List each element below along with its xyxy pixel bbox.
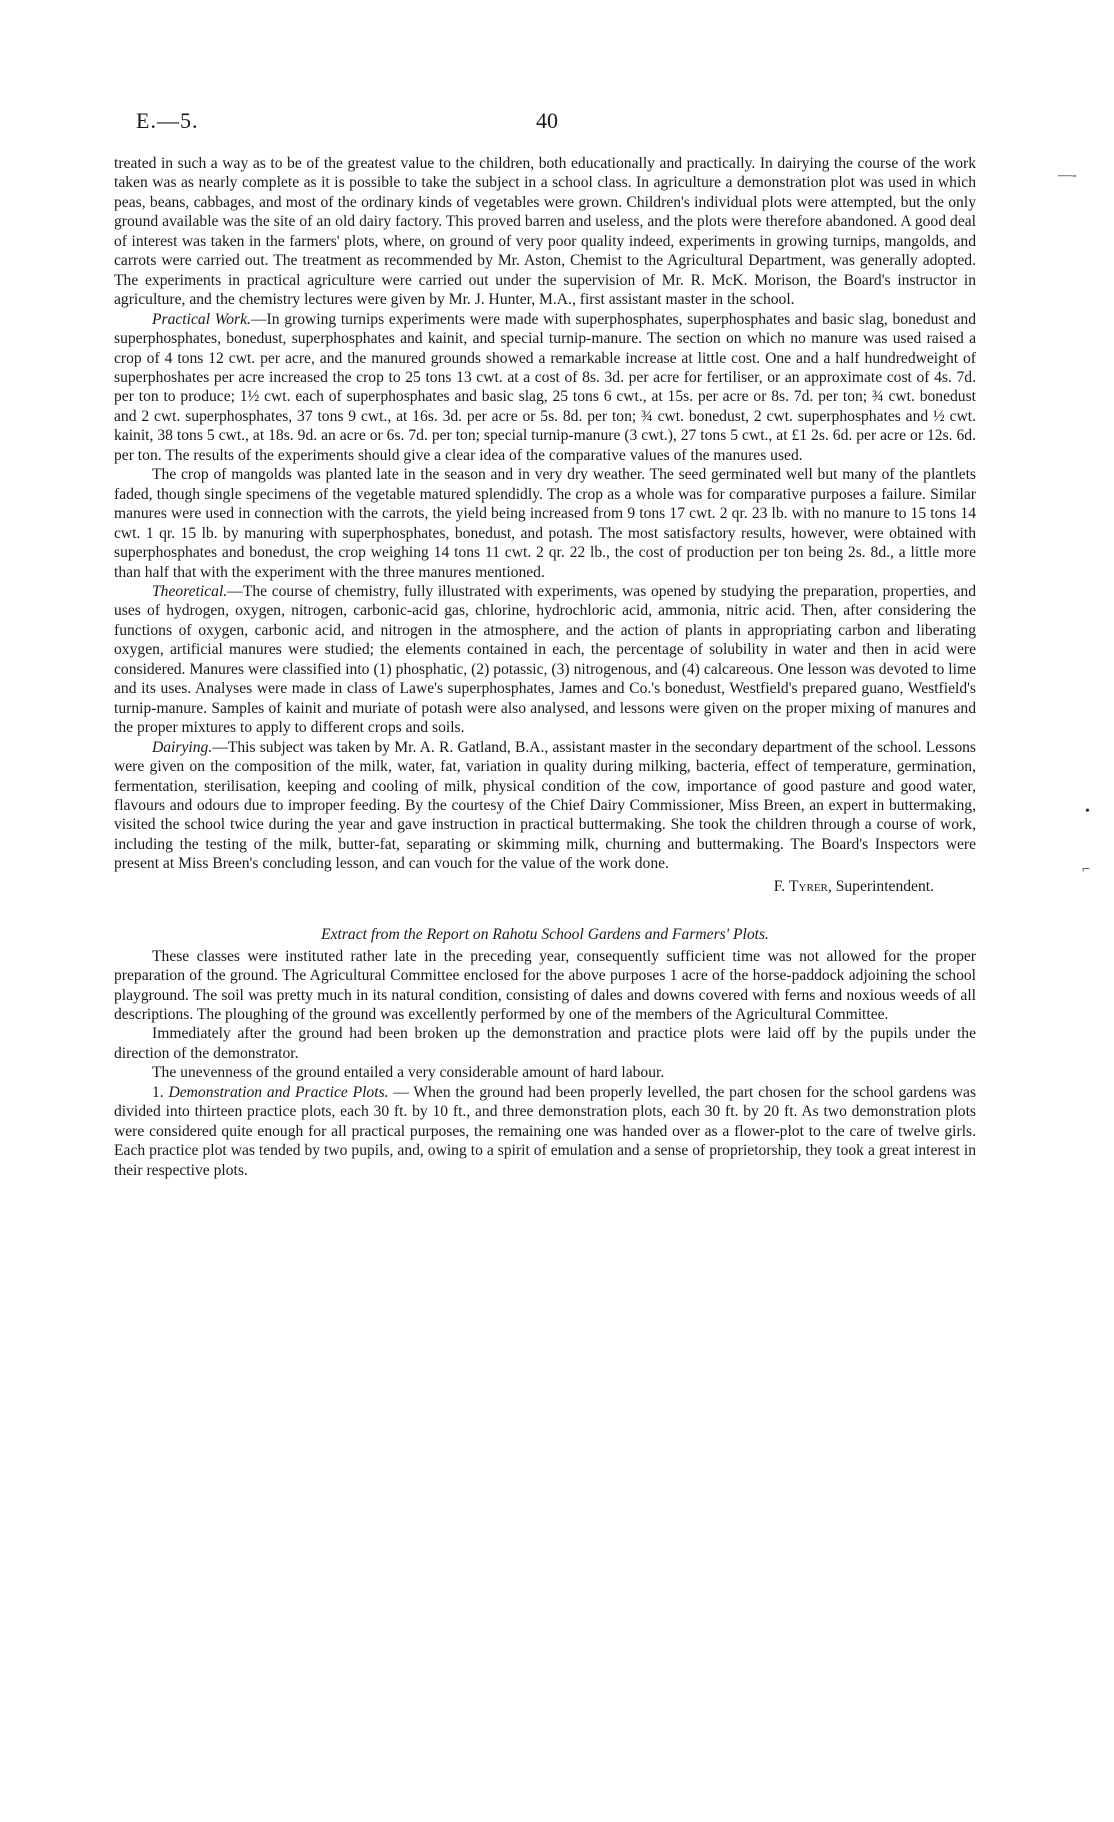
report-code: E.—5. [136,108,199,133]
section-heading: Demonstration and Practice Plots. [168,1083,389,1101]
signature-initial: F. [773,877,790,895]
section-heading: Dairying. [152,738,213,756]
signature-name: Tyrer [789,877,828,895]
paragraph-text: —In growing turnips experiments were made with superphosphates, superphosphates and basic slag, bonedust and superphosphates, bonedust, superphosphates and kainit, and special turnip-manure. The section on which no manure was used raised a crop of 4 tons 12 cwt. per acre, and the manured grounds showed a remarkable increase at little cost. One and a half hundredweight of superphoshates per acre increased the crop to 25 tons 13 cwt. at a cost of 8s. 3d. per acre for fertiliser, or an approximate cost of 4s. 7d. per ton to produce; 1½ cwt. each of superphosphates and basic slag, 25 tons 6 cwt., at 15s. per acre or 8s. 7d. per ton; ¾ cwt. bonedust and 2 cwt. superphosphates, 37 tons 9 cwt., at 16s. 3d. per acre or 5s. 8d. per ton; ¾ cwt. bonedust, 2 cwt. superphosphates and ½ cwt. kainit, 38 tons 5 cwt., at 18s. 9d. an acre or 6s. 7d. per ton; special turnip-manure (3 cwt.), 27 tons 5 cwt., at £1 2s. 6d. per acre or 12s. 6d. per ton. The results of the experiments should give a clear idea of the comparative values of the manures used. [114,310,976,464]
paragraph: The crop of mangolds was planted late in the season and in very dry weather. The seed germinated well but many of the plantlets faded, though single specimens of the vegetable matured splendidly. The crop as a whole was for comparative purposes a failure. Similar manures were used in connection with the carrots, the yield being increased from 9 tons 17 cwt. 2 qr. 23 lb. with no manure to 15 tons 14 cwt. 1 qr. 15 lb. by manuring with superphosphates, bonedust, and potash. The most satisfactory results, however, were obtained with superphosphates and bonedust, the crop weighing 14 tons 11 cwt. 2 qr. 22 lb., the cost of production per ton being 2s. 8d., a little more than half that with the experiment with the three manures mentioned. [114,466,976,581]
section-heading: Practical Work. [152,310,251,328]
extract-title: Extract from the Report on Rahotu School Gardens and Farmers' Plots. [321,926,769,944]
paragraph-theoretical [114,582,976,738]
paragraph: treated in such a way as to be of the greatest value to the children, both educationally and practically. In dairying the course of the work taken was as nearly complete as it is possible to take the subject in a school class. In agriculture a demonstration plot was used in which peas, beans, cabbages, and most of the ordinary kinds of vegetables were grown. Children's individual plots were attempted, but the only ground available was the site of an old dairy factory. This proved barren and useless, and the plots were therefore abandoned. A good deal of interest was taken in the farmers' plots, where, on ground of very poor quality indeed, experiments in growing turnips, mangolds, and carrots were carried out. The treatment as recommended by Mr. Aston, Chemist to the Agricultural Department, was generally adopted. The experiments in practical agriculture were carried out under the supervision of Mr. R. McK. Morison, the Board's instructor in agriculture, and the chemistry lectures were given by Mr. J. Hunter, M.A., first assistant master in the school. [114,155,976,309]
paragraph-text: — When the ground had been properly levelled, the part chosen for the school gardens was divided into thirteen practice plots, each 30 ft. by 10 ft., and three demonstration plots, each 30 ft. by 20 ft. As two demonstration plots were considered quite enough for all practical purposes, the remaining one was handed over as a flower-plot to the care of twelve girls. Each practice plot was tended by two pupils, and, owing to a spirit of emulation and a sense of proprietorship, they took a great interest in their respective plots. [114,1083,977,1179]
paragraph: Immediately after the ground had been broken up the demonstration and practice plots were laid off by the pupils under the direction of the demonstrator. [114,1025,976,1062]
paragraph: The unevenness of the ground entailed a very considerable amount of hard labour. [152,1064,665,1082]
paragraph-text: —This subject was taken by Mr. A. R. Gatland, B.A., assistant master in the secondary department of the school. Lessons were given on the composition of the milk, water, fat, variation in quality during milking, bacteria, effect of temperature, germination, fermentation, sterilisation, keeping and cooling of milk, physical condition of the cow, importance of good pasture and good water, flavours and odours due to improper feeding. By the courtesy of the Chief Dairy Commissioner, Miss Breen, an expert in buttermaking, visited the school twice during the year and gave instruction in practical buttermaking. She took the children through a course of work, including the testing of the milk, butter-fat, separating or skimming milk, churning and buttermaking. The Board's Inspectors were present at Miss Breen's concluding lesson, and can vouch for the value of the work done. [114,738,976,873]
report-body [114,154,976,1180]
page-number: 40 [536,108,558,133]
item-number: 1. [152,1083,169,1101]
paragraph-dairying [114,738,976,874]
signature [114,877,976,896]
margin-mark: • [1085,804,1090,819]
margin-mark: ⌐ [1082,862,1090,877]
paragraph-practical-work [114,310,976,466]
page-header [136,108,936,138]
paragraph-text: —The course of chemistry, fully illustrated with experiments, was opened by studying the preparation, properties, and uses of hydrogen, oxygen, nitrogen, carbonic-acid gas, chlorine, hydrochloric acid, ammonia, nitric acid. Then, after considering the functions of oxygen, carbonic acid, and nitrogen in the atmosphere, and the action of plants in appropriating carbon and liberating oxygen, artificial manures were studied; the elements contained in each, the percentage of solubility in water and then in acid were considered. Manures were classified into (1) phosphatic, (2) potassic, (3) nitrogenous, and (4) calcareous. One lesson was devoted to lime and its uses. Analyses were made in class of Lawe's superphosphates, James and Co.'s bonedust, Westfield's prepared guano, Westfield's turnip-manure. Samples of kainit and muriate of potash were also analysed, and lessons were given on the proper mixing of manures and the proper mixtures to apply to different crops and soils. [114,582,976,737]
margin-mark: —‐ [1058,168,1077,183]
signature-title: , Superintendent. [827,877,934,895]
section-heading: Theoretical. [152,582,228,600]
paragraph: These classes were instituted rather late in the preceding year, consequently sufficient time was not allowed for the proper preparation of the ground. The Agricultural Committee enclosed for the above purposes 1 acre of the horse-paddock adjoining the school playground. The soil was pretty much in its natural condition, consisting of dales and downs covered with ferns and noxious weeds of all descriptions. The ploughing of the ground was excellently performed by one of the members of the Agricultural Committee. [114,947,976,1024]
paragraph-demonstration-plots [114,1083,976,1180]
